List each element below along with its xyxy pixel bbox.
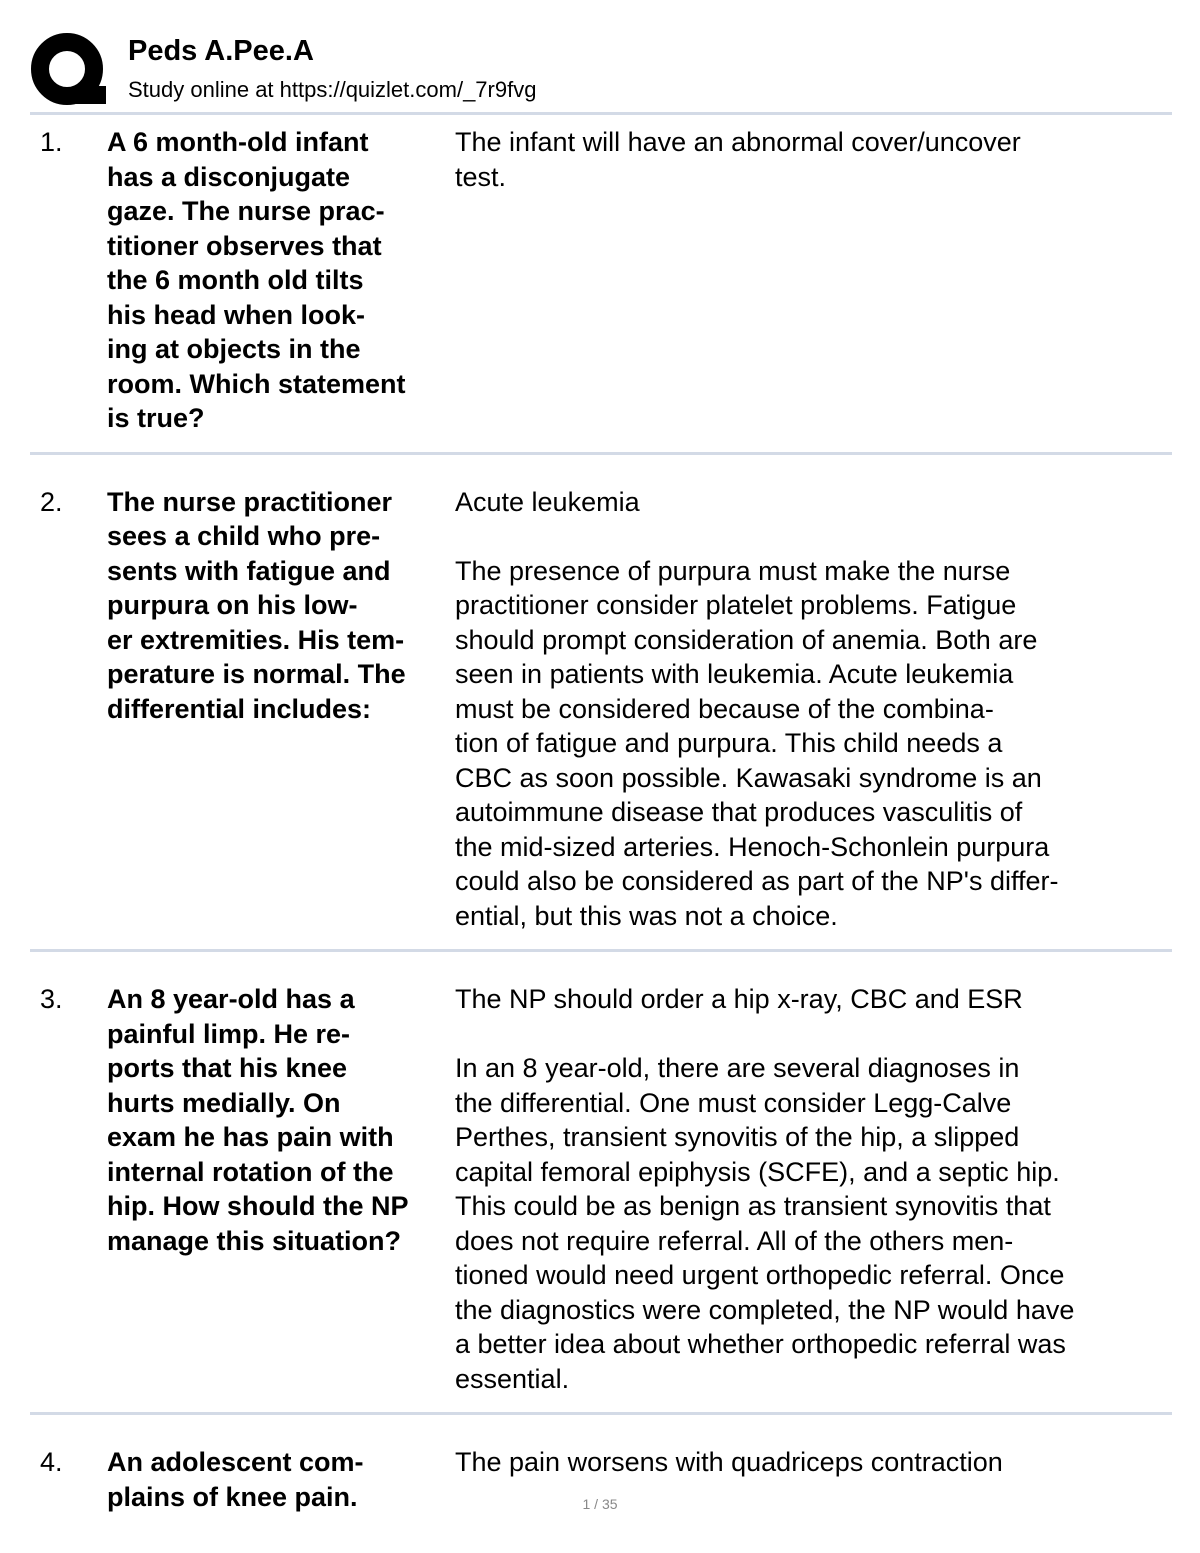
card-term: A 6 month-old infant has a disconjugate gaze. The nurse prac- titioner observes that the 6 month old tilts his head when look- ing at objects in the room. Which statement is true? xyxy=(107,127,406,433)
quizlet-q-logo-icon xyxy=(30,32,108,110)
card-definition: The pain worsens with quadriceps contraction xyxy=(455,1447,1003,1477)
card-number: 4. xyxy=(40,1447,63,1477)
header-text xyxy=(128,28,536,106)
card-number: 2. xyxy=(40,486,63,517)
card-definition: The infant will have an abnormal cover/uncover test. xyxy=(455,127,1021,192)
flashcard-2 xyxy=(30,483,1172,953)
study-online-link[interactable]: Study online at https://quizlet.com/_7r9fvg xyxy=(128,77,537,102)
card-term: An 8 year-old has a painful limp. He re- ports that his knee hurts medially. On exam he has pain with internal rotation of the hip. How should the NP manage this situation? xyxy=(107,984,409,1256)
card-number: 3. xyxy=(40,984,63,1014)
flashcard-3 xyxy=(30,980,1172,1415)
page-indicator: 1 / 35 xyxy=(582,1496,618,1512)
card-term: The nurse practitioner sees a child who pre- sents with fatigue and purpura on his low- er extremities. His tem- perature is normal. The differential includes: xyxy=(107,486,406,724)
card-definition: The NP should order a hip x-ray, CBC and ESR In an 8 year-old, there are several diagnoses in the differential. One must consider Legg-Calve Perthes, transient synovitis of the hip, a slipped capital femoral epiphysis (SCFE), and a septic hip. This could be as benign as transient synovitis that does not require referral. All of the others men- tioned would need urgent orthopedic referral. Once the diagnostics were completed, the NP would have a better idea about whether orthopedic referral was essential. xyxy=(455,984,1075,1394)
page-header xyxy=(30,28,1172,112)
card-term: An adolescent com- plains of knee pain. xyxy=(107,1447,364,1512)
card-number: 1. xyxy=(40,127,63,157)
flashcard-1 xyxy=(30,123,1172,455)
flashcard-list xyxy=(30,123,1172,1514)
card-definition: Acute leukemia The presence of purpura must make the nurse practitioner consider platelet problems. Fatigue should prompt consideration of anemia. Both are seen in patients with leukemia. Acute leukemia must be considered because of the combina- tion of fatigue and purpura. This child needs a CBC as soon possible. Kawasaki syndrome is an autoimmune disease that produces vasculitis of the mid-sized arteries. Henoch-Schonlein purpura could also be considered as part of the NP's differ- ential, but this was not a choice. xyxy=(455,486,1059,931)
deck-title: Peds A.Pee.A xyxy=(128,35,314,67)
header-divider xyxy=(30,112,1172,115)
